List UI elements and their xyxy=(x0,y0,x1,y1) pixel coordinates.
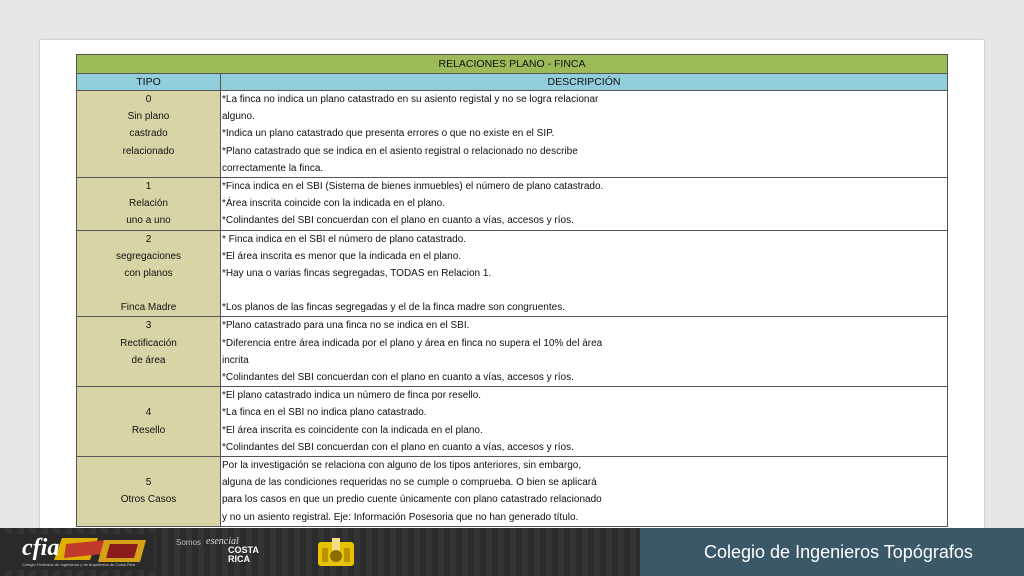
tipo-line xyxy=(79,457,218,474)
tipo-line: 4 xyxy=(145,407,152,419)
tipo-line: de área xyxy=(131,354,166,366)
descripcion-line: *Diferencia entre área indicada por el plano y área en finca no supera el 10% del área xyxy=(222,337,603,349)
table-row xyxy=(77,387,948,457)
tipo-cell xyxy=(77,91,221,178)
table-row xyxy=(77,456,948,526)
tipo-line: castrado xyxy=(129,128,168,140)
descripcion-line: *Plano catastrado para una finca no se indica en el SBI. xyxy=(222,320,470,332)
descripcion-line: *El área inscrita es coincidente con la indicada en el plano. xyxy=(222,424,483,436)
tipo-line: 0 xyxy=(145,94,152,105)
tipo-line: segregaciones xyxy=(115,250,182,262)
descripcion-line: *Área inscrita coincide con la indicada en el plano. xyxy=(222,198,445,210)
tipo-cell xyxy=(77,387,221,457)
descripcion-line: alguna de las condiciones requeridas no se cumple o comprueba. O bien se aplicará xyxy=(222,477,597,489)
tipo-line xyxy=(79,439,218,456)
descripcion-cell xyxy=(221,91,948,178)
tipo-line: 1 xyxy=(145,180,152,192)
descripcion-line: *Colindantes del SBI concuerdan con el plano en cuanto a vías, accesos y ríos. xyxy=(222,372,574,383)
descripcion-line: *Plano catastrado que se indica en el asiento registral o relacionado no describe xyxy=(222,145,578,157)
descripcion-line: *Colindantes del SBI concuerdan con el plano en cuanto a vías, accesos y ríos. xyxy=(222,215,574,227)
tipo-line xyxy=(79,387,218,404)
tipo-line: 2 xyxy=(145,233,152,245)
footer-bar xyxy=(0,528,1024,576)
footer-logos xyxy=(0,528,640,576)
table-row xyxy=(77,230,948,317)
descripcion-line: *El área inscrita es menor que la indicada en el plano. xyxy=(222,250,462,262)
descripcion-cell xyxy=(221,317,948,387)
descripcion-line: correctamente la finca. xyxy=(222,162,324,174)
descripcion-line: y no un asiento registral. Eje: Información Posesoria que no han generado título. xyxy=(222,511,579,523)
relaciones-table xyxy=(76,54,948,527)
descripcion-line: alguno. xyxy=(222,111,255,123)
table-body xyxy=(77,91,948,527)
table-row xyxy=(77,91,948,178)
tipo-line: uno a uno xyxy=(126,215,171,227)
tipo-line: Rectificación xyxy=(120,337,177,349)
tipo-cell xyxy=(77,317,221,387)
footer-title: Colegio de Ingenieros Topógrafos xyxy=(704,541,973,562)
descripcion-cell xyxy=(221,230,948,317)
descripcion-line: *Los planos de las fincas segregadas y el de la finca madre son congruentes. xyxy=(222,302,565,314)
descripcion-cell xyxy=(221,456,948,526)
table-title: RELACIONES PLANO - FINCA xyxy=(77,55,948,74)
esencial-text: esencial xyxy=(206,536,239,547)
tipo-line: Relación xyxy=(129,198,168,210)
tipo-cell xyxy=(77,456,221,526)
column-header-tipo: TIPO xyxy=(77,74,221,91)
tipo-line: Sin plano xyxy=(127,111,170,123)
somos-text: Somos xyxy=(176,538,201,547)
tipo-line: relacionado xyxy=(122,145,175,157)
tipo-line xyxy=(79,369,218,386)
descripcion-line: *Indica un plano catastrado que presenta errores o que no existe en el SIP. xyxy=(222,128,555,140)
descripcion-line: *Finca indica en el SBI (Sistema de bienes inmuebles) el número de plano catastrado. xyxy=(222,180,604,192)
table-header-row xyxy=(77,74,948,91)
tipo-line xyxy=(79,509,218,526)
table-row xyxy=(77,317,948,387)
table-title-row xyxy=(77,55,948,74)
descripcion-line: Por la investigación se relaciona con alguno de los tipos anteriores, sin embargo, xyxy=(222,459,582,471)
tipo-line xyxy=(79,282,218,299)
cit-logo-icon xyxy=(316,536,356,568)
tipo-line: Finca Madre xyxy=(120,302,177,314)
descripcion-line: incrita xyxy=(222,354,249,366)
tipo-line: con planos xyxy=(124,267,173,279)
costa-rica-text: COSTA RICA xyxy=(228,545,259,564)
descripcion-line: *La finca no indica un plano catastrado en su asiento registal y no se logra relacionar xyxy=(222,94,599,105)
descripcion-line xyxy=(222,282,946,299)
descripcion-cell xyxy=(221,387,948,457)
tipo-cell xyxy=(77,230,221,317)
tipo-line: 3 xyxy=(145,320,152,332)
tipo-line: Resello xyxy=(131,424,166,436)
descripcion-line: *El plano catastrado indica un número de finca por resello. xyxy=(222,390,482,402)
column-header-descripcion: DESCRIPCIÓN xyxy=(221,74,948,91)
descripcion-line: * Finca indica en el SBI el número de plano catastrado. xyxy=(222,233,467,245)
table-row xyxy=(77,177,948,230)
cfia-logo-subtitle: Colegio Federado de Ingenieros y de Arquitectos de Costa Rica xyxy=(22,562,135,567)
descripcion-line: *Colindantes del SBI concuerdan con el plano en cuanto a vías, accesos y ríos. xyxy=(222,441,574,453)
descripcion-cell xyxy=(221,177,948,230)
descripcion-line: *La finca en el SBI no indica plano catastrado. xyxy=(222,407,427,419)
cfia-logo-text: cfia xyxy=(22,535,60,561)
descripcion-line: *Hay una o varias fincas segregadas, TODAS en Relacion 1. xyxy=(222,267,492,279)
tipo-cell xyxy=(77,177,221,230)
tipo-line xyxy=(79,160,218,177)
descripcion-line: para los casos en que un predio cuente únicamente con plano catastrado relacionado xyxy=(222,494,602,506)
footer-title-panel xyxy=(640,528,1024,576)
tipo-line: Otros Casos xyxy=(120,494,177,506)
tipo-line: 5 xyxy=(145,477,152,489)
